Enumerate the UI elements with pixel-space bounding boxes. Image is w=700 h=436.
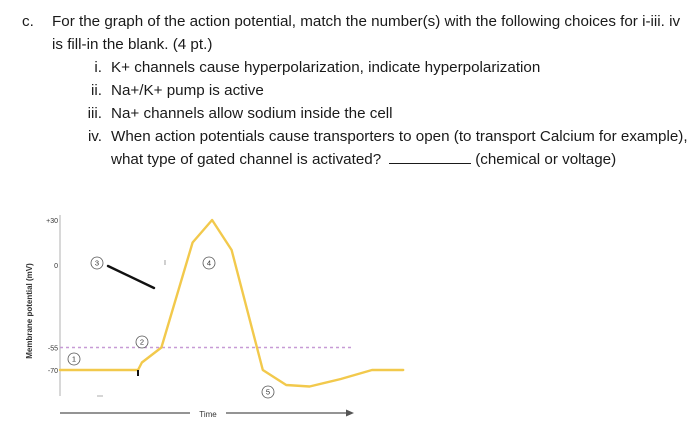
- step-marker-label: 4: [206, 258, 212, 268]
- annotation-stroke: [108, 266, 154, 288]
- choice-item: [78, 102, 692, 125]
- step-marker-label: 1: [71, 354, 77, 364]
- choice-text: K+ channels cause hyperpolarization, indicate hyperpolarization: [111, 59, 541, 76]
- choice-number: iv.: [87, 128, 102, 145]
- choice-number: iii.: [87, 105, 102, 122]
- choice-text: Na+ channels allow sodium inside the cell: [111, 105, 393, 122]
- question-letter: c.: [22, 13, 34, 30]
- action-potential-curve: [60, 220, 403, 387]
- fill-in-blank[interactable]: [389, 149, 471, 164]
- step-marker-label: 3: [94, 258, 100, 268]
- choice-number: i.: [94, 59, 102, 76]
- chart-marks: [46, 218, 403, 417]
- choice-item: [78, 79, 692, 102]
- y-tick-label: 0: [54, 263, 58, 270]
- choice-item: [78, 56, 692, 79]
- choice-text-before: When action potentials cause transporters to open (to transport Calcium for example), what type of gated channel is activated?: [111, 128, 688, 168]
- choice-list: [78, 56, 692, 171]
- time-axis-arrowhead: [346, 410, 354, 417]
- question-intro-text: For the graph of the action potential, match the number(s) with the following choices for i-iii. iv is fill-in the blank. (4 pt.): [52, 13, 681, 53]
- choice-number: ii.: [91, 82, 102, 99]
- question-block: [22, 10, 692, 171]
- question-intro: [22, 10, 692, 56]
- y-tick-label: +30: [46, 218, 58, 225]
- y-tick-label: -70: [47, 368, 58, 375]
- y-axis-label: Membrane potential (mV): [25, 263, 34, 359]
- x-axis-label: Time: [199, 410, 217, 419]
- step-marker-label: 5: [265, 387, 271, 397]
- choice-item: [78, 125, 692, 171]
- action-potential-chart: [0, 200, 380, 436]
- y-tick-label: -55: [47, 345, 58, 353]
- action-potential-graph: [0, 200, 380, 436]
- choice-text-after: (chemical or voltage): [475, 151, 617, 168]
- choice-text: Na+/K+ pump is active: [111, 82, 264, 99]
- step-marker-label: 2: [139, 337, 145, 347]
